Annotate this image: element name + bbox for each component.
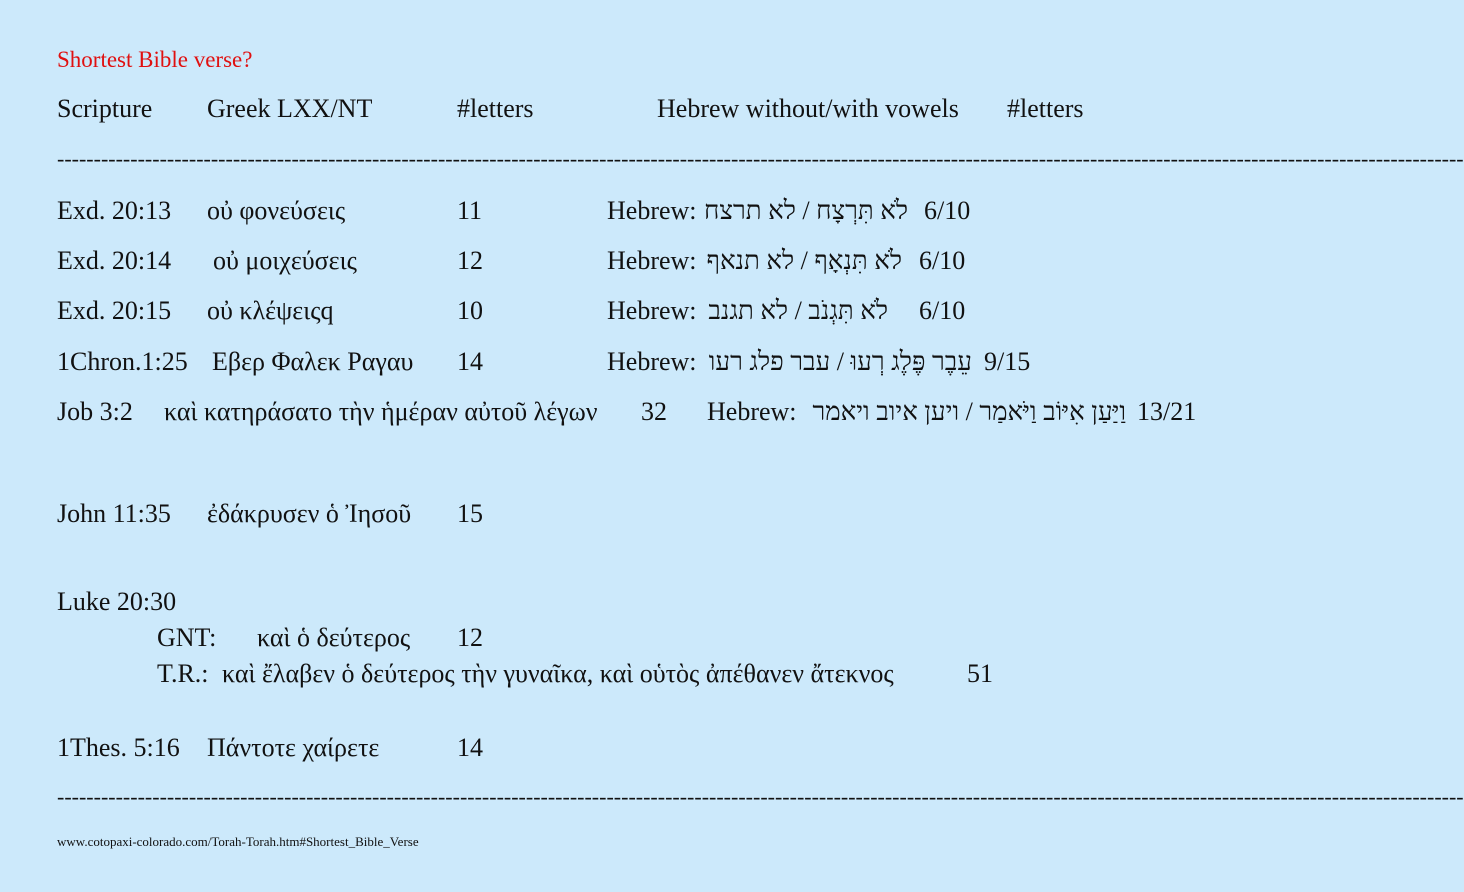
count-exd-20-14: 12	[457, 246, 483, 275]
hebrew-label: Hebrew:	[707, 397, 797, 426]
greek-job-3-2: καὶ κατηράσατο τὴν ἡμέραν αὐτοῦ λέγων	[164, 397, 598, 426]
page-title: Shortest Bible verse?	[57, 47, 253, 72]
tr-text: καὶ ἔλαβεν ὁ δεύτερος τὴν γυναῖκα, καὶ οὑτὸς ἀπέθανεν ἄτεκνος	[222, 659, 894, 688]
greek-exd-20-13: οὐ φονεύσεις	[207, 196, 346, 225]
hebrew-count-exd-20-14: 6/10	[919, 246, 966, 275]
count-1chron-1-25: 14	[457, 347, 483, 376]
hebrew-count-job-3-2: 13/21	[1137, 397, 1197, 426]
hebrew-exd-20-15: לֹא תִּגְנֹב / לא תגנב	[708, 296, 888, 325]
gnt-count: 12	[457, 623, 483, 652]
hebrew-exd-20-13: לֹא תִּרְצָח / לא תרצח	[704, 196, 909, 225]
header-hebrew-letters: #letters	[1007, 94, 1084, 123]
ref-1thes-5-16: 1Thes. 5:16	[57, 733, 180, 762]
hebrew-exd-20-14: לֹא תִּנְאָף / לא תנאף	[706, 246, 902, 275]
greek-exd-20-14: οὐ μοιχεύσεις	[213, 246, 357, 275]
count-exd-20-15: 10	[457, 296, 483, 325]
header-hebrew: Hebrew without/with vowels	[657, 94, 959, 123]
hebrew-count-1chron-1-25: 9/15	[984, 347, 1031, 376]
hebrew-label: Hebrew:	[607, 246, 697, 275]
header-greek: Greek LXX/NT	[207, 94, 373, 123]
hebrew-label: Hebrew:	[607, 296, 697, 325]
ref-luke-20-30: Luke 20:30	[57, 587, 177, 616]
gnt-label: GNT:	[157, 623, 217, 652]
count-exd-20-13: 11	[457, 196, 483, 225]
ref-exd-20-15: Exd. 20:15	[57, 296, 172, 325]
count-1thes-5-16: 14	[457, 733, 483, 762]
tr-count: 51	[967, 659, 993, 688]
hebrew-1chron-1-25: עֵבֶר פֶּלֶג רְעוּ / עבר פלג רעו	[708, 347, 972, 376]
hebrew-label: Hebrew:	[607, 347, 697, 376]
tr-label: T.R.:	[157, 659, 209, 688]
ref-exd-20-13: Exd. 20:13	[57, 196, 172, 225]
ref-job-3-2: Job 3:2	[57, 397, 133, 426]
greek-exd-20-15: οὐ κλέψειςq	[207, 296, 334, 325]
hebrew-count-exd-20-13: 6/10	[924, 196, 971, 225]
header-scripture: Scripture	[57, 94, 153, 123]
divider-bottom: ------------------------------------------------------------------------------------------------------------------------------------------------------------------------------------------------	[57, 784, 1464, 809]
count-john-11-35: 15	[457, 499, 483, 528]
gnt-text: καὶ ὁ δεύτερος	[257, 623, 411, 652]
ref-john-11-35: John 11:35	[57, 499, 171, 528]
count-job-3-2: 32	[641, 397, 667, 426]
footer-url: www.cotopaxi-colorado.com/Torah-Torah.htm#Shortest_Bible_Verse	[57, 834, 419, 849]
hebrew-job-3-2: וַיַּעַן אִיּוֹב וַיֹּאמַר / ויען איוב ויאמר	[812, 397, 1126, 426]
hebrew-count-exd-20-15: 6/10	[919, 296, 966, 325]
greek-john-11-35: ἐδάκρυσεν ὁ Ἰησοῦ	[207, 499, 412, 528]
greek-1thes-5-16: Πάντοτε χαίρετε	[207, 733, 380, 762]
divider-top: ------------------------------------------------------------------------------------------------------------------------------------------------------------------------------------------------	[57, 146, 1464, 171]
ref-exd-20-14: Exd. 20:14	[57, 246, 172, 275]
hebrew-label: Hebrew:	[607, 196, 697, 225]
greek-1chron-1-25: Εβερ Φαλεκ Ραγαυ	[212, 347, 414, 376]
ref-1chron-1-25: 1Chron.1:25	[57, 347, 188, 376]
header-letters: #letters	[457, 94, 534, 123]
